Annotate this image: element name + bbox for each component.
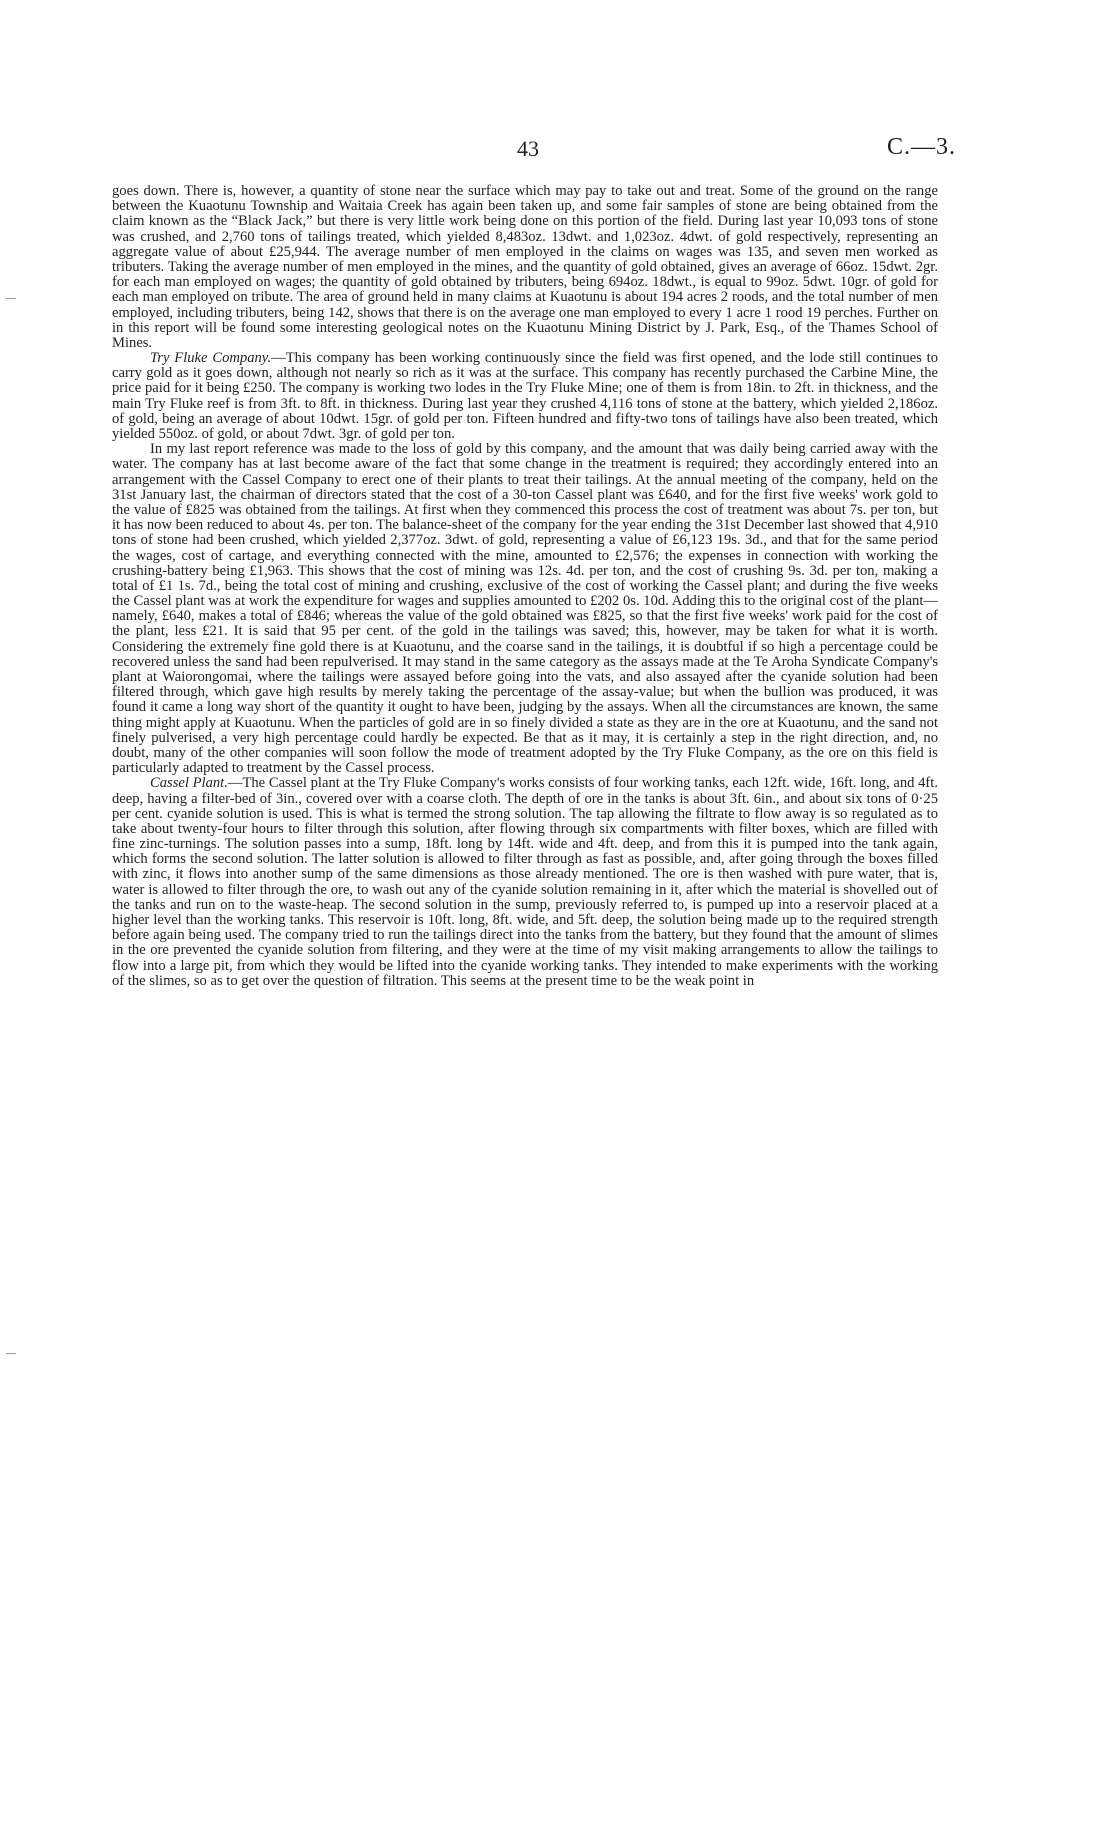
paragraph-text: —This company has been working continuously since the field was first opened, and the lode still continues to carry gold as it goes down, although not nearly so rich as it was at the surface. This company has recently purchased the Carbine Mine, the price paid for it being £250. The company is working two lodes in the Try Fluke Mine; one of them is from 18in. to 2ft. in thickness, and the main Try Fluke reef is from 3ft. to 8ft. in thickness. During last year they crushed 4,116 tons of stone at the battery, which yielded 2,186oz. of gold, being an average of about 10dwt. 15gr. of gold per ton. Fifteen hundred and fifty-two tons of tailings have also been treated, which yielded 550oz. of gold, or about 7dwt. 3gr. of gold per ton. [112, 350, 938, 442]
inline-heading: Try Fluke Company. [150, 350, 272, 367]
paragraph-cassel-plant [112, 776, 938, 989]
margin-mark [6, 298, 16, 299]
page-number: 43 [517, 136, 539, 161]
paragraph-kuaotunu-summary [112, 184, 938, 351]
paragraph-text: —The Cassel plant at the Try Fluke Company's works consists of four working tanks, each 12ft. wide, 16ft. long, and 4ft. deep, having a filter-bed of 3in., covered over with a coarse cloth. The depth of ore in the tanks is about 3ft. 6in., and about six tons of 0·25 per cent. cyanide solution is used. This is what is termed the strong solution. The tap allowing the filtrate to flow away is so regulated as to take about twenty-four hours to filter through this solution, after flowing through six compartments with filter boxes, which are filled with fine zinc-turnings. The solution passes into a sump, 18ft. long by 14ft. wide and 4ft. deep, and from this it is pumped into the tank again, which forms the second solution. The latter solution is allowed to filter through as fast as possible, and, after going through the boxes filled with zinc, it flows into another sump of the same dimensions as those already mentioned. The ore is then washed with pure water, that is, water is allowed to filter through the ore, to wash out any of the cyanide solution remaining in it, after which the material is shovelled out of the tanks and run on to the waste-heap. The second solution in the sump, previously referred to, is pumped up into a reservoir placed at a higher level than the working tanks. This reservoir is 10ft. long, 8ft. wide, and 5ft. deep, the solution being made up to the required strength before again being used. The company tried to run the tailings direct into the tanks from the battery, but they found that the amount of slimes in the ore prevented the cyanide solution from filtering, and they were at the time of my visit making arrangements to allow the tailings to flow into a large pit, from which they would be lifted into the cyanide working tanks. They intended to make experiments with the working of the slimes, so as to get over the question of filtration. This seems at the present time to be the weak point in [112, 775, 938, 989]
document-code: C.—3. [886, 134, 956, 160]
inline-heading: Cassel Plant. [150, 775, 228, 792]
paragraph-text: In my last report reference was made to the loss of gold by this company, and the amount that was daily being carried away with the water. The company has at last become aware of the fact that some change in the treatment is required; they accordingly entered into an arrangement with the Cassel Company to erect one of their plants to treat their tailings. At the annual meeting of the company, held on the 31st January last, the chairman of directors stated that the cost of a 30-ton Cassel plant was £640, and for the first five weeks' work gold to the value of £825 was obtained from the tailings. At first when they commenced this process the cost of treatment was about 7s. per ton, but it has now been reduced to about 4s. per ton. The balance-sheet of the company for the year ending the 31st December last showed that 4,910 tons of stone had been crushed, which yielded 2,377oz. 3dwt. of gold, representing a value of £6,123 19s. 3d., and that for the same period the wages, cost of cartage, and everything connected with the mine, amounted to £2,576; the expenses in connection with working the crushing-battery being £1,963. This shows that the cost of mining was 12s. 4d. per ton, and the cost of crushing 9s. 3d. per ton, making a total of £1 1s. 7d., being the total cost of mining and crushing, exclusive of the cost of working the Cassel plant; and during the five weeks the Cassel plant was at work the expenditure for wages and supplies amounted to £202 0s. 10d. Adding this to the original cost of the plant—namely, £640, makes a total of £846; whereas the value of the gold obtained was £825, so that the first five weeks' work paid for the cost of the plant, less £21. It is said that 95 per cent. of the gold in the tailings was saved; this, however, may be taken for what it is worth. Considering the extremely fine gold there is at Kuaotunu, and the coarse sand in the tailings, it is doubtful if so high a percentage could be recovered unless the sand had been repulverised. It may stand in the same category as the assays made at the Te Aroha Syndicate Company's plant at Waiorongomai, where the tailings were assayed before going into the vats, and also assayed after the cyanide solution had been filtered through, which gave high results by merely taking the percentage of the assay-value; but when the bullion was produced, it was found it came a long way short of the quantity it ought to have been, judging by the assays. When all the circumstances are known, the same thing might apply at Kuaotunu. When the particles of gold are in so finely divided a state as they are in the ore at Kuaotunu, and the sand not finely pulverised, a very high percentage could hardly be expected. Be that as it may, it is certainly a step in the right direction, and, no doubt, many of the other companies will soon follow the mode of treatment adopted by the Try Fluke Company, as the ore on this field is particularly adapted to treatment by the Cassel process. [112, 441, 938, 777]
paragraph-text: goes down. There is, however, a quantity of stone near the surface which may pay to take out and treat. Some of the ground on the range between the Kuaotunu Township and Waitaia Creek has again been taken up, and some fair samples of stone are being obtained from the claim known as the “Black Jack,” but there is very little work being done on this portion of the field. During last year 10,093 tons of stone was crushed, and 2,760 tons of tailings treated, which yielded 8,483oz. 13dwt. and 1,023oz. 4dwt. of gold respectively, representing an aggregate value of about £25,944. The average number of men employed in the claims on wages was 135, and seven men worked as tributers. Taking the average number of men employed in the mines, and the quantity of gold obtained, gives an average of 66oz. 15dwt. 2gr. for each man employed on wages; the quantity of gold obtained by tributers, being 694oz. 18dwt., is equal to 99oz. 5dwt. 10gr. of gold for each man employed on tribute. The area of ground held in many claims at Kuaotunu is about 194 acres 2 roods, and the total number of men employed, including tributers, being 142, shows that there is on the average one man employed to every 1 acre 1 rood 19 perches. Further on in this report will be found some interesting geological notes on the Kuaotunu Mining District by J. Park, Esq., of the Thames School of Mines. [112, 183, 938, 351]
body-text [112, 184, 938, 989]
margin-mark [6, 1353, 16, 1354]
paragraph-gold-loss [112, 442, 938, 776]
paragraph-try-fluke-company [112, 351, 938, 442]
